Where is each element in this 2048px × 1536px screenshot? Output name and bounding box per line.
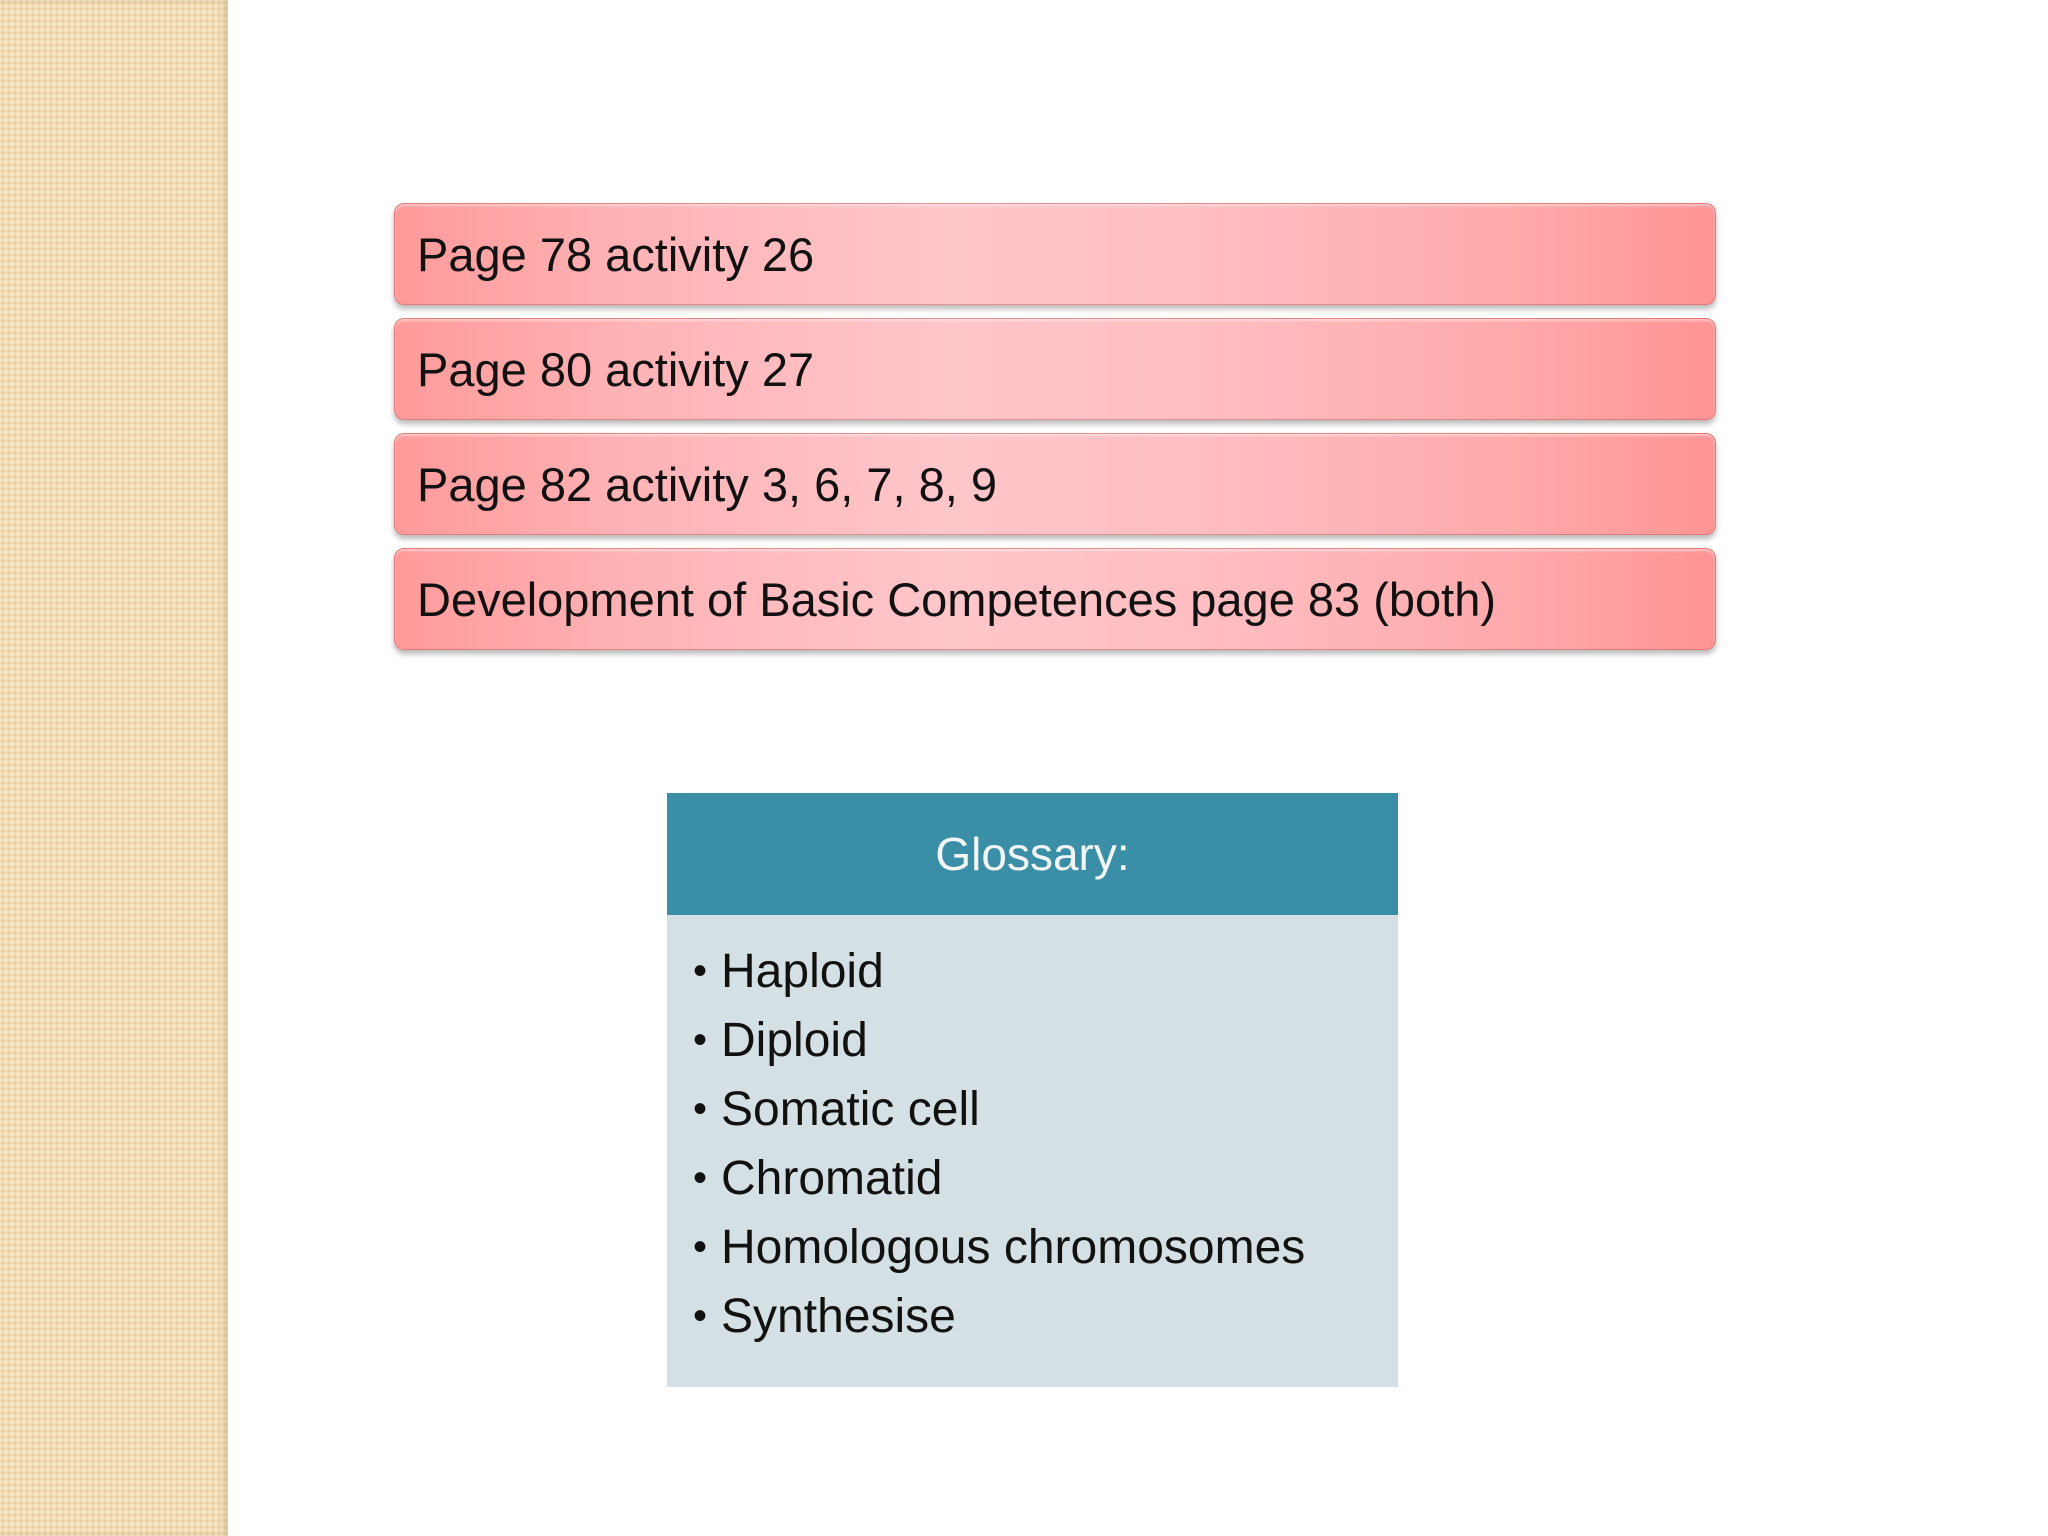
glossary-term: • Chromatid — [693, 1144, 1398, 1213]
task-label: Page 80 activity 27 — [417, 342, 815, 396]
bullet-icon: • — [693, 1225, 708, 1269]
bullet-icon: • — [693, 1294, 708, 1338]
glossary-term: • Diploid — [693, 1006, 1398, 1075]
task-label: Development of Basic Competences page 83 (both) — [417, 572, 1497, 626]
task-item — [394, 318, 1716, 420]
glossary-term: • Haploid — [693, 937, 1398, 1006]
glossary-title: Glossary: — [667, 793, 1398, 915]
task-label: Page 78 activity 26 — [417, 227, 815, 281]
glossary-term: • Somatic cell — [693, 1075, 1398, 1144]
bullet-icon: • — [693, 1156, 708, 1200]
glossary-term: • Homologous chromosomes — [693, 1213, 1398, 1282]
task-item — [394, 203, 1716, 305]
task-item — [394, 548, 1716, 650]
glossary-list — [667, 915, 1398, 1351]
task-list — [394, 203, 1716, 663]
glossary-box — [667, 793, 1398, 1387]
bullet-icon: • — [693, 1087, 708, 1131]
bullet-icon: • — [693, 1018, 708, 1062]
decorative-side-band — [0, 0, 228, 1536]
task-label: Page 82 activity 3, 6, 7, 8, 9 — [417, 457, 998, 511]
task-item — [394, 433, 1716, 535]
glossary-term: • Synthesise — [693, 1282, 1398, 1351]
bullet-icon: • — [693, 949, 708, 993]
